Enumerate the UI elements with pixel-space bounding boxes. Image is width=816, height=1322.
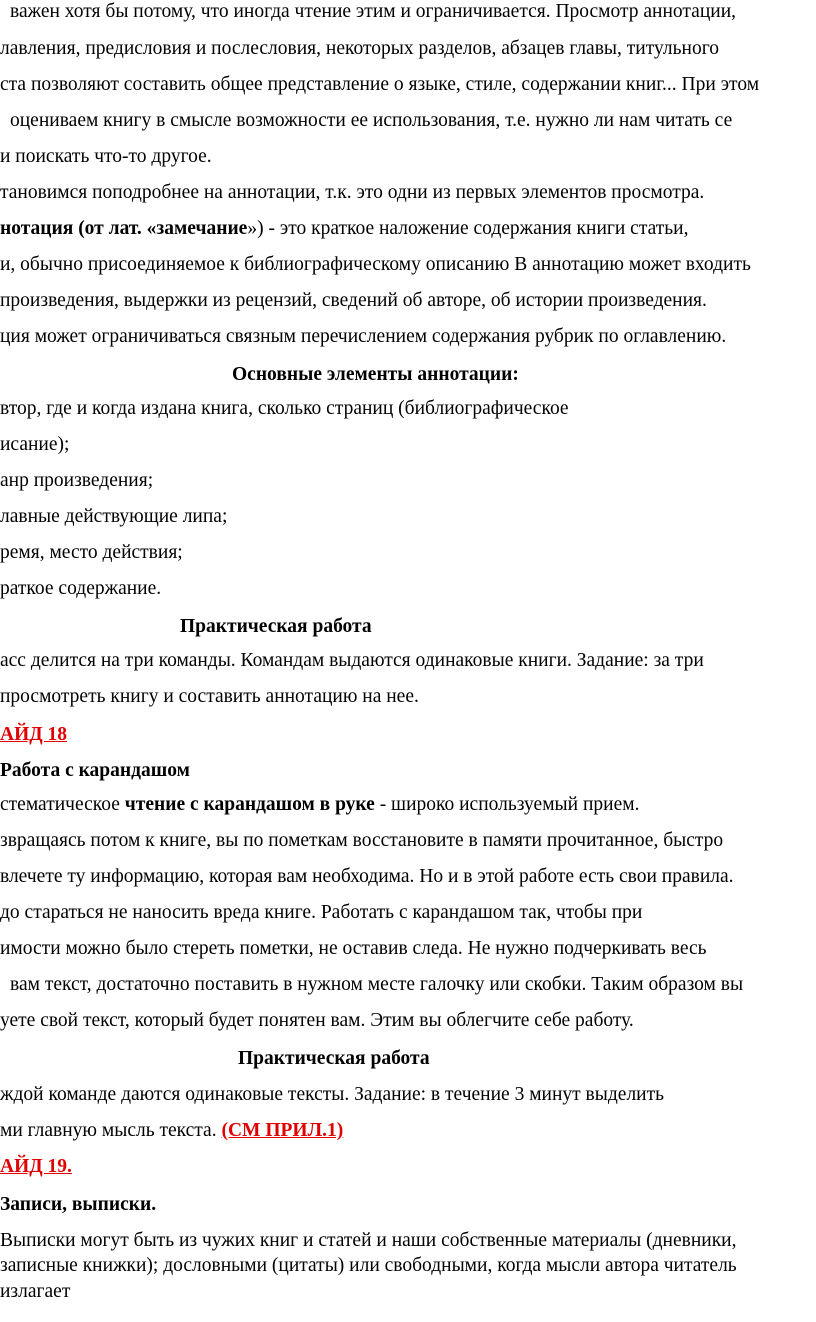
- text-line: влечете ту информацию, которая вам необходима. Но и в этой работе есть свои правила.: [0, 866, 734, 887]
- text-line: имости можно было стереть пометки, не оставив следа. Не нужно подчеркивать весь: [0, 938, 707, 959]
- list-item: втор, где и когда издана книга, сколько страниц (библиографическое: [0, 398, 569, 419]
- text-line: ция может ограничиваться связным перечислением содержания рубрик по оглавлению.: [0, 326, 727, 347]
- list-item: лавные действующие липа;: [0, 506, 228, 527]
- text: стематическое: [0, 794, 125, 815]
- text-line: [0, 793, 639, 817]
- text: - широко используемый прием.: [374, 794, 640, 815]
- text-line: тановимся поподробнее на аннотации, т.к. это одни из первых элементов просмотра.: [0, 182, 705, 203]
- section-heading: Работа с карандашом: [0, 760, 190, 781]
- text-line: оцениваем книгу в смысле возможности ее использования, т.е. нужно ли нам читать се: [10, 110, 733, 131]
- bold-term: нотация (от лат. «замечание: [0, 218, 248, 239]
- text: ») - это краткое наложение содержания книги статьи,: [247, 218, 689, 239]
- text-line: до стараться не наносить вреда книге. Работать с карандашом так, чтобы при: [0, 902, 643, 923]
- text-line: [0, 1119, 343, 1143]
- text-line: и поискать что-то другое.: [0, 146, 212, 167]
- text-line: [0, 217, 688, 241]
- text-line: звращаясь потом к книге, вы по пометкам восстановите в памяти прочитанное, быстро: [0, 830, 724, 851]
- section-heading: Практическая работа: [180, 616, 372, 637]
- text-line: ста позволяют составить общее представление о языке, стиле, содержании книг... При этом: [0, 74, 760, 95]
- text-line: излагает: [0, 1281, 71, 1302]
- list-item: исание);: [0, 434, 70, 455]
- text-line: асс делится на три команды. Командам выдаются одинаковые книги. Задание: за три: [0, 650, 704, 671]
- text-line: важен хотя бы потому, что иногда чтение этим и ограничивается. Просмотр аннотации,: [10, 1, 737, 22]
- list-item: ремя, место действия;: [0, 542, 183, 563]
- list-item: раткое содержание.: [0, 578, 162, 599]
- text-line: просмотреть книгу и составить аннотацию на нее.: [0, 686, 419, 707]
- section-heading: Основные элементы аннотации:: [232, 364, 519, 385]
- section-heading: Практическая работа: [238, 1048, 430, 1069]
- text-line: вам текст, достаточно поставить в нужном месте галочку или скобки. Таким образом вы: [10, 974, 744, 995]
- text-line: Выписки могут быть из чужих книг и статей и наши собственные материалы (дневники,: [0, 1230, 737, 1251]
- text-line: и, обычно присоединяемое к библиографическому описанию В аннотацию может входить: [0, 254, 751, 275]
- text-line: лавления, предисловия и послесловия, некоторых разделов, абзацев главы, титульного: [0, 38, 719, 59]
- text-line: записные книжки); дословными (цитаты) или свободными, когда мысли автора читатель: [0, 1255, 737, 1276]
- slide-link-19[interactable]: АЙД 19.: [0, 1156, 72, 1177]
- section-heading: Записи, выписки.: [0, 1194, 157, 1215]
- bold-term: чтение с карандашом в руке: [124, 794, 375, 815]
- text-line: ждой команде даются одинаковые тексты. Задание: в течение 3 минут выделить: [0, 1084, 665, 1105]
- text-line: уете свой текст, который будет понятен вам. Этим вы облегчите себе работу.: [0, 1010, 634, 1031]
- text: ми главную мысль текста.: [0, 1120, 222, 1141]
- list-item: анр произведения;: [0, 470, 154, 491]
- slide-link-18[interactable]: АЙД 18: [0, 724, 68, 745]
- appendix-link[interactable]: (СМ ПРИЛ.1): [221, 1120, 344, 1141]
- text-line: произведения, выдержки из рецензий, сведений об авторе, об истории произведения.: [0, 290, 707, 311]
